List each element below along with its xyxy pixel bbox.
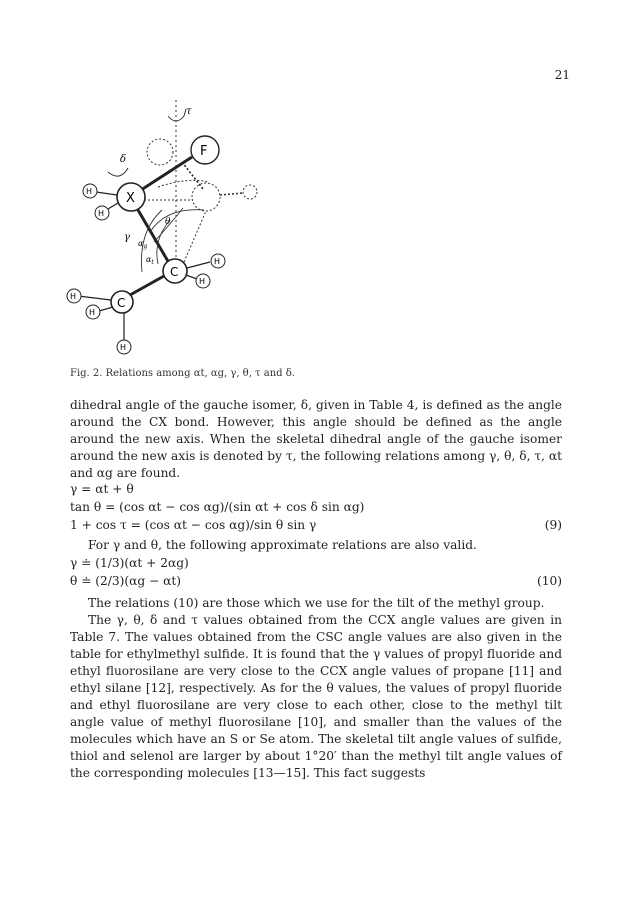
equation-number-9: (9) <box>544 518 562 532</box>
h-label: H <box>86 187 93 196</box>
atom-f-label: F <box>200 144 208 159</box>
h-label: H <box>120 343 127 352</box>
alpha-g-label: $\alpha_g$ <box>138 239 148 250</box>
h-label: H <box>214 257 221 266</box>
h-label: H <box>70 292 77 301</box>
equation-5: θ ≐ (2/3)(αg − αt) (10) <box>70 574 562 588</box>
paragraph-4: The γ, θ, δ and τ values obtained from the CCX angle values are given in Table 7. The values obtained from the CSC angle values are also given in the table for ethylmethyl sulfide. It is found that the γ values of propyl fluoride and ethyl fluorosilane are very close to the CCX angle values of propane [11] and ethyl silane [12], respectively. As for the θ values, the values of propyl fluoride and ethyl fluorosilane are very close to each other, close to the methyl tilt angle value of methyl fluorosilane [10], and smaller than the values of the molecules which have an S or Se atom. The skeletal tilt angle values of sulfide, thiol and selenol are larger by about 1°20′ than the methyl tilt angle values of the corresponding molecules [13—15]. This fact suggests <box>70 613 562 780</box>
paragraph-2: For γ and θ, the following approximate relations are also valid. <box>88 538 477 552</box>
atom-c2-label: C <box>117 296 126 310</box>
page-number: 21 <box>554 68 570 82</box>
equation-number-10: (10) <box>536 574 562 588</box>
h-label: H <box>89 308 96 317</box>
alpha-t-label: $\alpha_t$ <box>146 255 154 266</box>
equation-2: tan θ = (cos αt − cos αg)/(sin αt + cos δ sin αg) <box>70 500 365 514</box>
gamma-label: γ <box>124 232 130 243</box>
figure-caption: Fig. 2. Relations among αt, αg, γ, θ, τ and δ. <box>70 368 295 379</box>
molecule-diagram <box>58 92 308 362</box>
tau-label: τ <box>186 106 192 117</box>
atom-x-label: X <box>126 191 135 206</box>
equation-4: γ ≐ (1/3)(αt + 2αg) <box>70 556 189 570</box>
atom-c1-label: C <box>170 265 179 279</box>
h-label: H <box>199 277 206 286</box>
paragraph-3: The relations (10) are those which we use for the tilt of the methyl group. <box>88 596 545 610</box>
paragraph-1: dihedral angle of the gauche isomer, δ, given in Table 4, is defined as the angle around the CX bond. However, this angle should be defined as the angle around the new axis. When the skeletal dihedral angle of the gauche isomer around the new axis is denoted by τ, the following relations among γ, θ, δ, τ, αt and αg are found. <box>70 398 562 480</box>
delta-label: δ <box>120 154 127 165</box>
h-label: H <box>98 209 105 218</box>
equation-1: γ = αt + θ <box>70 482 134 496</box>
theta-label: θ <box>165 217 171 227</box>
equation-3: 1 + cos τ = (cos αt − cos αg)/sin θ sin γ (9) <box>70 518 562 532</box>
